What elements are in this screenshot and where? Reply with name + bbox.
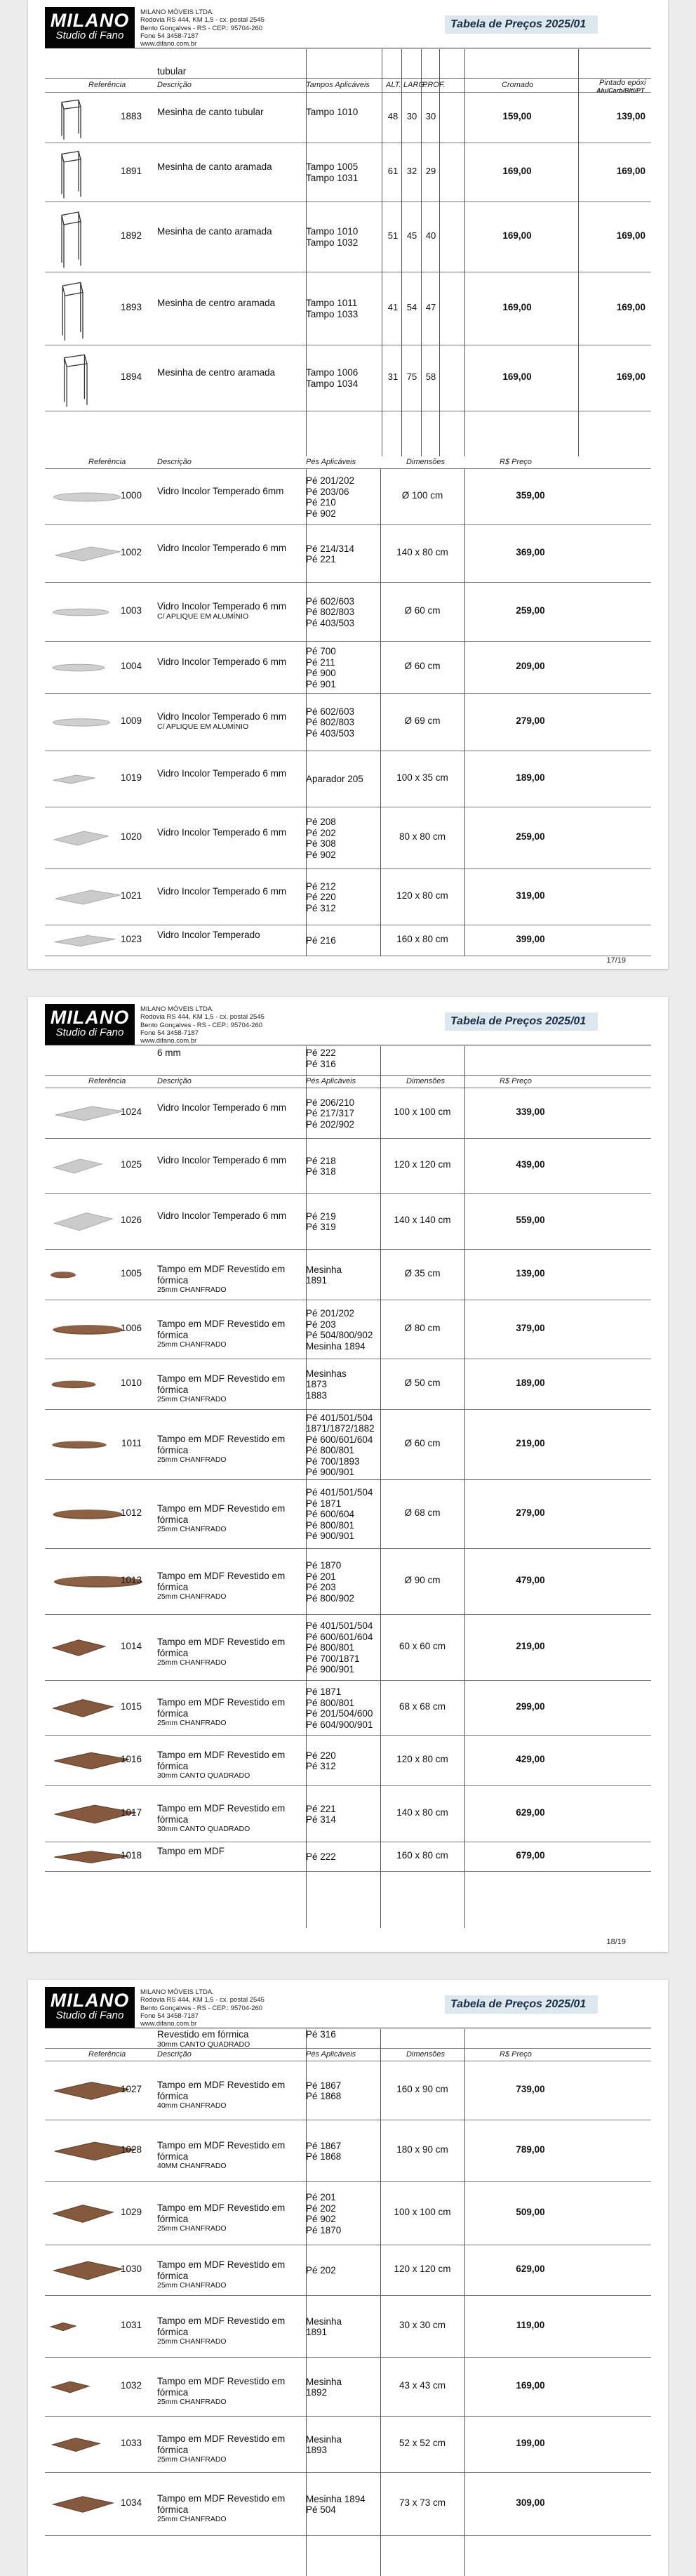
compatible-bases: Pé 602/603 Pé 802/803 Pé 403/503 <box>306 706 355 739</box>
compatible-bases: Mesinha 1893 <box>306 2433 342 2455</box>
dimensions: 140 x 80 cm <box>396 547 448 557</box>
product-description: Tampo em MDF Revestido em fórmica 40mm CHANFRADO <box>157 2080 286 2110</box>
dimensions: Ø 60 cm <box>404 661 441 671</box>
price-chrome: 169,00 <box>502 230 532 241</box>
compatible-bases: Pé 201/202 Pé 203 Pé 504/800/902 Mesinha 1894 <box>306 1308 373 1352</box>
product-ref: 1024 <box>120 1107 142 1117</box>
dimensions: Ø 90 cm <box>404 1575 441 1585</box>
price: 279,00 <box>516 1507 545 1518</box>
product-description: Tampo em MDF Revestido em fórmica 25mm CHANFRADO <box>157 2433 286 2464</box>
product-ref: 1027 <box>120 2084 142 2094</box>
price: 279,00 <box>516 715 545 726</box>
continued-row: Revestido em fórmica 30mm CANTO QUADRADO Pé 316 <box>45 2029 651 2049</box>
price-table-title: Tabela de Preços 2025/01 <box>445 1012 598 1031</box>
price: 309,00 <box>516 2497 545 2508</box>
product-ref: 1002 <box>120 547 142 557</box>
price: 219,00 <box>516 1438 545 1448</box>
dimensions: 160 x 90 cm <box>396 2084 448 2094</box>
price: 299,00 <box>516 1701 545 1712</box>
product-ref: 1033 <box>120 2438 142 2448</box>
price: 119,00 <box>516 2320 545 2330</box>
table-row <box>45 1480 651 1549</box>
compatible-bases: Pé 1870 Pé 201 Pé 203 Pé 800/902 <box>306 1560 355 1604</box>
product-description: Vidro Incolor Temperado 6 mm <box>157 1155 287 1165</box>
product-ref: 1030 <box>120 2264 142 2274</box>
table-row <box>45 2417 651 2473</box>
price-painted: 139,00 <box>616 111 645 121</box>
price: 189,00 <box>516 1378 545 1388</box>
catalog-page-18 <box>28 997 668 1952</box>
table-row <box>45 2358 651 2417</box>
dimensions: 30 x 30 cm <box>399 2320 446 2330</box>
compatible-bases: Pé 401/501/504 1871/1872/1882 Pé 600/601/604 Pé 800/801 Pé 700/1893 Pé 900/901 <box>306 1412 375 1477</box>
dimensions: 120 x 120 cm <box>394 2264 451 2274</box>
price-painted: 169,00 <box>616 371 645 382</box>
table-row <box>45 1088 651 1139</box>
product-ref: 1031 <box>120 2320 142 2330</box>
product-ref: 1018 <box>120 1850 142 1861</box>
table-row <box>45 345 651 411</box>
page-header <box>28 0 668 49</box>
table-row <box>45 1250 651 1300</box>
compatible-bases: Pé 201 Pé 202 Pé 902 Pé 1870 <box>306 2192 342 2235</box>
table-row <box>45 1139 651 1194</box>
product-description: Tampo em MDF Revestido em fórmica 40MM CHANFRADO <box>157 2140 286 2170</box>
table-row <box>45 2061 651 2120</box>
table-row <box>45 1194 651 1250</box>
price-painted: 169,00 <box>616 302 645 312</box>
table-row <box>45 2182 651 2245</box>
height-value: 41 <box>387 302 399 312</box>
product-description: Vidro Incolor Temperado 6 mm <box>157 827 287 838</box>
depth-value: 47 <box>425 302 436 312</box>
table-row <box>45 583 651 642</box>
price: 359,00 <box>516 490 545 501</box>
product-description: Tampo em MDF Revestido em fórmica 25mm CHANFRADO <box>157 1637 286 1667</box>
table-row <box>45 1359 651 1410</box>
compatible-tops: Tampo 1010 Tampo 1032 <box>306 226 359 248</box>
price: 739,00 <box>516 2084 545 2094</box>
table-row <box>45 1842 651 1872</box>
dimensions: Ø 100 cm <box>401 490 443 501</box>
table-header: Referência Descrição Pés Aplicáveis Dimensões R$ Preço <box>45 2049 651 2061</box>
compatible-tops: Tampo 1005 Tampo 1031 <box>306 161 359 183</box>
depth-value: 30 <box>425 111 436 121</box>
dimensions: 140 x 80 cm <box>396 1807 448 1818</box>
price: 139,00 <box>516 1268 545 1279</box>
height-value: 51 <box>387 230 399 241</box>
compatible-bases: Pé 216 <box>306 935 336 946</box>
price: 319,00 <box>516 890 545 901</box>
price: 629,00 <box>516 2264 545 2274</box>
price: 219,00 <box>516 1641 545 1651</box>
compatible-bases: Pé 401/501/504 Pé 600/601/604 Pé 800/801 Pé 700/1871 Pé 900/901 <box>306 1620 373 1675</box>
table-header: Referência Descrição Pés Aplicáveis Dimensões R$ Preço <box>45 456 651 469</box>
table-row <box>45 2245 651 2296</box>
price-chrome: 159,00 <box>502 111 532 121</box>
compatible-tops: Tampo 1006 Tampo 1034 <box>306 367 359 389</box>
product-description: Vidro Incolor Temperado 6 mm <box>157 768 287 779</box>
dimensions: 160 x 80 cm <box>396 934 448 944</box>
dimensions: 100 x 100 cm <box>394 2207 451 2217</box>
price: 429,00 <box>516 1754 545 1764</box>
width-value: 30 <box>406 111 417 121</box>
product-ref: 1013 <box>120 1575 142 1585</box>
table-row <box>45 807 651 869</box>
dimensions: 68 x 68 cm <box>399 1701 446 1712</box>
table-row <box>45 1786 651 1842</box>
product-ref: 1004 <box>120 661 142 671</box>
product-description: Tampo em MDF Revestido em fórmica 25mm CHANFRADO <box>157 2376 286 2406</box>
dimensions: 80 x 80 cm <box>399 831 446 842</box>
product-description: Tampo em MDF Revestido em fórmica 25mm CHANFRADO <box>157 1571 286 1601</box>
price: 559,00 <box>516 1215 545 1225</box>
width-value: 75 <box>406 371 417 382</box>
product-description: Vidro Incolor Temperado 6mm <box>157 486 284 496</box>
compatible-bases: Pé 201/202 Pé 203/06 Pé 210 Pé 902 <box>306 475 355 519</box>
compatible-bases: Mesinha 1891 <box>306 1264 342 1286</box>
compatible-bases: Mesinha 1891 <box>306 2316 342 2337</box>
compatible-bases: Pé 220 Pé 312 <box>306 1750 336 1771</box>
table-row <box>45 272 651 345</box>
table-row <box>45 93 651 143</box>
product-ref: 1009 <box>120 715 142 726</box>
product-thumbnail <box>49 146 91 203</box>
dimensions: 100 x 35 cm <box>396 772 448 783</box>
continued-row: 6 mm Pé 222 Pé 316 <box>45 1046 651 1076</box>
dimensions: Ø 35 cm <box>404 1268 441 1279</box>
product-description: Vidro Incolor Temperado 6 mm <box>157 656 287 667</box>
product-ref: 1028 <box>120 2144 142 2155</box>
dimensions: 100 x 100 cm <box>394 1107 451 1117</box>
table-row <box>45 869 651 925</box>
product-thumbnail <box>49 95 91 144</box>
product-description: Mesinha de centro aramada <box>157 298 276 308</box>
table-header: Referência Descrição Tampos Aplicáveis ALT. LARG. PROF. Cromado Pintado epóxi Alu/Carb/Bltl/PT <box>45 79 651 93</box>
company-logo: MILANO Studio di Fano <box>45 7 135 48</box>
compatible-bases: Pé 401/501/504 Pé 1871 Pé 600/604 Pé 800/801 Pé 900/901 <box>306 1487 373 1542</box>
product-description: Tampo em MDF Revestido em fórmica 25mm CHANFRADO <box>157 1503 286 1533</box>
product-ref: 1023 <box>120 934 142 944</box>
price: 629,00 <box>516 1807 545 1818</box>
compatible-bases: Pé 212 Pé 220 Pé 312 <box>306 880 336 913</box>
company-address: MILANO MÓVEIS LTDA. Rodovia RS 444, KM 1,5 - cx. postal 2545 Bento Gonçalves - RS - CEP.: 95704-260 Fone 54 3458-7187 www.difano.com.br <box>140 1988 265 2028</box>
compatible-bases: Pé 1871 Pé 800/801 Pé 201/504/600 Pé 604/900/901 <box>306 1686 373 1730</box>
compatible-bases: Pé 202 <box>306 2265 336 2276</box>
product-ref: 1015 <box>120 1701 142 1712</box>
price: 339,00 <box>516 1107 545 1117</box>
table-row <box>45 1410 651 1480</box>
product-ref: 1011 <box>121 1438 142 1448</box>
price-painted: 169,00 <box>616 166 645 176</box>
page-header <box>28 1980 668 2029</box>
product-description: Mesinha de centro aramada <box>157 367 276 378</box>
price: 189,00 <box>516 772 545 783</box>
price-chrome: 169,00 <box>502 302 532 312</box>
price: 379,00 <box>516 1323 545 1333</box>
company-logo: MILANO Studio di Fano <box>45 1987 135 2028</box>
product-description: Tampo em MDF <box>157 1846 225 1856</box>
table-header: Referência Descrição Pés Aplicáveis Dimensões R$ Preço <box>45 1076 651 1088</box>
continued-row: tubular <box>45 49 651 79</box>
product-ref: 1032 <box>120 2380 142 2391</box>
product-description: Tampo em MDF Revestido em fórmica 30mm CANTO QUADRADO <box>157 1803 286 1833</box>
product-description: Tampo em MDF Revestido em fórmica 25mm CHANFRADO <box>157 1434 286 1464</box>
price-chrome: 169,00 <box>502 371 532 382</box>
product-thumbnail <box>49 1267 77 1286</box>
product-ref: 1005 <box>120 1268 142 1279</box>
product-thumbnail <box>49 2377 91 2400</box>
compatible-tops: Tampo 1010 <box>306 107 359 117</box>
product-ref: 1034 <box>120 2497 142 2508</box>
width-value: 45 <box>406 230 417 241</box>
product-ref: 1893 <box>120 302 142 312</box>
product-description: Vidro Incolor Temperado 6 mm <box>157 1210 287 1221</box>
dimensions: 140 x 140 cm <box>394 1215 451 1225</box>
compatible-bases: Mesinhas 1873 1883 <box>306 1368 347 1401</box>
product-thumbnail <box>49 206 91 272</box>
depth-value: 40 <box>425 230 436 241</box>
height-value: 48 <box>387 111 399 121</box>
dimensions: Ø 60 cm <box>404 1438 441 1448</box>
product-description: Tampo em MDF Revestido em fórmica 25mm CHANFRADO <box>157 2259 286 2290</box>
price: 789,00 <box>516 2144 545 2155</box>
catalog-page-17 <box>28 0 668 969</box>
company-address: MILANO MÓVEIS LTDA. Rodovia RS 444, KM 1,5 - cx. postal 2545 Bento Gonçalves - RS - CEP.: 95704-260 Fone 54 3458-7187 www.difano.com.br <box>140 1005 265 1045</box>
dimensions: 180 x 90 cm <box>396 2144 448 2155</box>
product-description: Mesinha de canto aramada <box>157 226 272 237</box>
table-row <box>45 1549 651 1615</box>
table-row <box>45 1681 651 1736</box>
price: 369,00 <box>516 547 545 557</box>
dimensions: 160 x 80 cm <box>396 1850 448 1861</box>
price-painted: 169,00 <box>616 230 645 241</box>
page-number: 17/19 <box>606 956 626 965</box>
compatible-bases: Pé 602/603 Pé 802/803 Pé 403/503 <box>306 595 355 628</box>
product-description: Vidro Incolor Temperado <box>157 930 260 940</box>
product-description: Tampo em MDF Revestido em fórmica 25mm CHANFRADO <box>157 1373 286 1403</box>
dimensions: Ø 50 cm <box>404 1378 441 1388</box>
height-value: 61 <box>387 166 399 176</box>
compatible-bases: Pé 206/210 Pé 217/317 Pé 202/902 <box>306 1097 355 1130</box>
product-ref: 1883 <box>120 111 142 121</box>
product-description: Mesinha de canto tubular <box>157 107 264 117</box>
compatible-tops: Tampo 1011 Tampo 1033 <box>306 298 359 319</box>
table-row <box>45 1615 651 1681</box>
product-description: Tampo em MDF Revestido em fórmica 25mm CHANFRADO <box>157 1264 286 1294</box>
company-logo: MILANO Studio di Fano <box>45 1004 135 1045</box>
compatible-bases: Pé 221 Pé 314 <box>306 1803 336 1825</box>
width-value: 54 <box>406 302 417 312</box>
product-ref: 1006 <box>120 1323 142 1333</box>
price: 399,00 <box>516 934 545 944</box>
product-ref: 1029 <box>120 2207 142 2217</box>
table-row <box>45 2120 651 2182</box>
dimensions: 52 x 52 cm <box>399 2438 446 2448</box>
product-description: Vidro Incolor Temperado 6 mm C/ APLIQUE EM ALUMÍNIO <box>157 711 287 731</box>
compatible-bases: Pé 218 Pé 318 <box>306 1155 336 1177</box>
table-row <box>45 2296 651 2358</box>
table-row <box>45 2473 651 2536</box>
product-ref: 1003 <box>120 605 142 616</box>
width-value: 32 <box>406 166 417 176</box>
product-ref: 1000 <box>120 490 142 501</box>
dimensions: 43 x 43 cm <box>399 2380 446 2391</box>
table-row <box>45 525 651 583</box>
product-ref: 1010 <box>120 1378 142 1388</box>
price: 259,00 <box>516 605 545 616</box>
compatible-bases: Pé 1867 Pé 1868 <box>306 2140 342 2162</box>
price-table-title: Tabela de Preços 2025/01 <box>445 1995 598 2014</box>
dimensions: Ø 80 cm <box>404 1323 441 1333</box>
dimensions: 120 x 80 cm <box>396 1754 448 1764</box>
price: 679,00 <box>516 1850 545 1861</box>
table-row <box>45 694 651 751</box>
compatible-bases: Pé 222 <box>306 1851 336 1863</box>
depth-value: 29 <box>425 166 436 176</box>
price: 479,00 <box>516 1575 545 1585</box>
compatible-bases: Pé 700 Pé 211 Pé 900 Pé 901 <box>306 646 336 689</box>
product-description: Mesinha de canto aramada <box>157 161 272 172</box>
product-description: Vidro Incolor Temperado 6 mm <box>157 886 287 897</box>
compatible-bases: Pé 219 Pé 319 <box>306 1210 336 1232</box>
product-description: Vidro Incolor Temperado 6 mm C/ APLIQUE EM ALUMÍNIO <box>157 601 287 621</box>
product-ref: 1014 <box>120 1641 142 1651</box>
product-description: Tampo em MDF Revestido em fórmica 25mm CHANFRADO <box>157 2202 286 2233</box>
product-description: Tampo em MDF Revestido em fórmica 25mm CHANFRADO <box>157 1697 286 1727</box>
price: 169,00 <box>516 2380 545 2391</box>
table-row <box>45 642 651 694</box>
product-description: Vidro Incolor Temperado 6 mm <box>157 1102 287 1113</box>
product-description: Vidro Incolor Temperado 6 mm <box>157 543 287 553</box>
price: 199,00 <box>516 2438 545 2448</box>
price: 509,00 <box>516 2207 545 2217</box>
product-ref: 1026 <box>120 1215 142 1225</box>
product-ref: 1894 <box>120 371 142 382</box>
table-row <box>45 143 651 202</box>
product-ref: 1012 <box>120 1507 142 1518</box>
table-row <box>45 751 651 807</box>
product-ref: 1892 <box>120 230 142 241</box>
dimensions: Ø 69 cm <box>404 715 441 726</box>
compatible-bases: Aparador 205 <box>306 774 363 785</box>
page-header <box>28 997 668 1046</box>
product-thumbnail <box>49 2320 77 2337</box>
dimensions: Ø 60 cm <box>404 605 441 616</box>
price-table-title: Tabela de Preços 2025/01 <box>445 15 598 34</box>
product-description: Tampo em MDF Revestido em fórmica 25mm CHANFRADO <box>157 2493 286 2523</box>
compatible-bases: Mesinha 1894 Pé 504 <box>306 2493 366 2515</box>
compatible-bases: Pé 214/314 Pé 221 <box>306 543 355 564</box>
product-ref: 1017 <box>120 1807 142 1818</box>
compatible-bases: Pé 1867 Pé 1868 <box>306 2080 342 2101</box>
dimensions: 120 x 80 cm <box>396 890 448 901</box>
product-description: Tampo em MDF Revestido em fórmica 30mm CANTO QUADRADO <box>157 1750 286 1780</box>
catalog-page-19 <box>28 1980 668 2576</box>
page-number: 18/19 <box>606 1938 626 1946</box>
compatible-bases: Pé 208 Pé 202 Pé 308 Pé 902 <box>306 817 336 860</box>
price: 259,00 <box>516 831 545 842</box>
product-ref: 1020 <box>120 831 142 842</box>
table-row <box>45 469 651 525</box>
product-description: Tampo em MDF Revestido em fórmica 25mm CHANFRADO <box>157 2316 286 2346</box>
price: 439,00 <box>516 1159 545 1170</box>
dimensions: 73 x 73 cm <box>399 2497 446 2508</box>
dimensions: 120 x 120 cm <box>394 1159 451 1170</box>
price-chrome: 169,00 <box>502 166 532 176</box>
product-ref: 1891 <box>120 166 142 176</box>
company-address: MILANO MÓVEIS LTDA. Rodovia RS 444, KM 1,5 - cx. postal 2545 Bento Gonçalves - RS - CEP.: 95704-260 Fone 54 3458-7187 www.difano.com.br <box>140 8 265 48</box>
price: 209,00 <box>516 661 545 671</box>
product-ref: 1021 <box>120 890 142 901</box>
dimensions: Ø 68 cm <box>404 1507 441 1518</box>
compatible-bases: Mesinha 1892 <box>306 2376 342 2398</box>
dimensions: 60 x 60 cm <box>399 1641 446 1651</box>
table-row <box>45 1300 651 1359</box>
depth-value: 58 <box>425 371 436 382</box>
product-description: Tampo em MDF Revestido em fórmica 25mm CHANFRADO <box>157 1319 286 1349</box>
product-ref: 1016 <box>120 1754 142 1764</box>
table-row <box>45 925 651 956</box>
table-row <box>45 202 651 272</box>
height-value: 31 <box>387 371 399 382</box>
product-ref: 1019 <box>120 772 142 783</box>
table-row <box>45 1736 651 1786</box>
product-ref: 1025 <box>120 1159 142 1170</box>
